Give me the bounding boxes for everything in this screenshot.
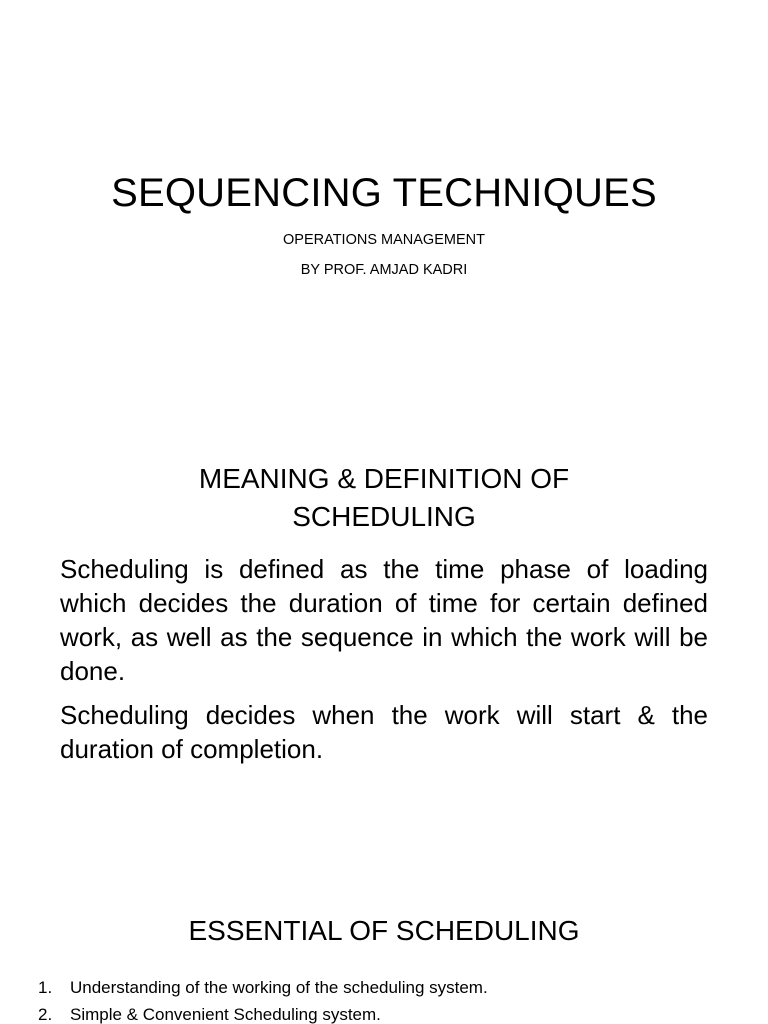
list-item	[38, 974, 738, 1001]
essential-list	[38, 974, 738, 1024]
timing-paragraph: Scheduling decides when the work will start & the duration of completion.	[60, 700, 708, 764]
main-title: SEQUENCING TECHNIQUES	[111, 171, 657, 215]
meaning-heading-line-1: MEANING & DEFINITION OF	[198, 463, 570, 494]
essential-heading: ESSENTIAL OF SCHEDULING	[188, 915, 580, 946]
list-item-text: Simple & Convenient Scheduling system.	[70, 1005, 381, 1024]
list-item-number: 2.	[38, 1005, 53, 1024]
meaning-heading	[0, 460, 768, 536]
subtitle-author: BY PROF. AMJAD KADRI	[300, 262, 468, 278]
list-item	[38, 1001, 738, 1024]
definition-paragraph: Scheduling is defined as the time phase of loading which decides the duration of time for certain defined work, as well as the sequence in which the work will be done.	[60, 554, 708, 686]
meaning-heading-line-2: SCHEDULING	[292, 501, 476, 532]
subtitle-course: OPERATIONS MANAGEMENT	[283, 232, 485, 248]
list-item-text: Understanding of the working of the scheduling system.	[70, 978, 488, 997]
list-item-number: 1.	[38, 978, 53, 997]
